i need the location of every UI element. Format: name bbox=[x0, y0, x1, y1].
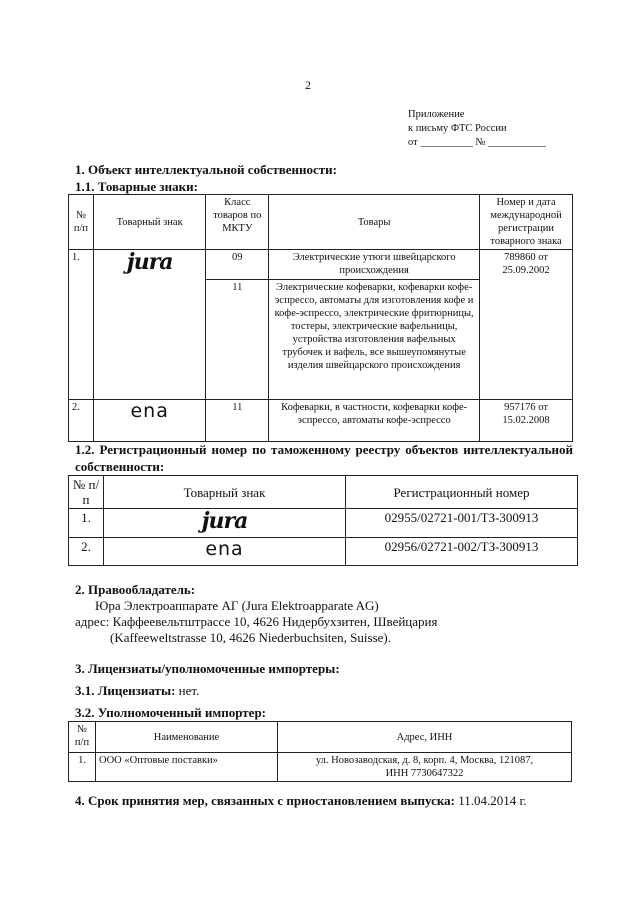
col-header: Наименование bbox=[96, 722, 278, 753]
row-number: 1. bbox=[69, 250, 94, 400]
table-header-row bbox=[69, 195, 573, 250]
col-header: Товарный знак bbox=[93, 195, 205, 250]
row-number: 2. bbox=[69, 538, 104, 566]
registration-cell: 789860 от 25.09.2002 bbox=[480, 250, 573, 400]
inn: ИНН 7730647322 bbox=[385, 768, 464, 779]
class-cell: 11 bbox=[206, 280, 269, 400]
licensees-label: 3.1. Лицензиаты: bbox=[75, 683, 176, 698]
table-row bbox=[69, 250, 573, 280]
col-header: № п/п bbox=[69, 195, 94, 250]
col-header: № п/п bbox=[69, 722, 96, 753]
col-header: Номер и дата международной регистрации товарного знака bbox=[480, 195, 573, 250]
col-header: № п/п bbox=[69, 476, 104, 509]
ena-logo: ena bbox=[205, 538, 244, 560]
deadline-value: 11.04.2014 г. bbox=[458, 793, 527, 808]
table-row bbox=[69, 753, 572, 782]
section3-title: 3. Лицензиаты/уполномоченные импортеры: bbox=[75, 661, 340, 676]
rightholder-address: адрес: Каффеевельтштрассе 10, 4626 Нидербухзитен, Швейцария bbox=[75, 614, 438, 629]
section32-title: 3.2. Уполномоченный импортер: bbox=[75, 705, 267, 720]
section2-title: 2. Правообладатель: bbox=[75, 582, 196, 597]
row-number: 1. bbox=[69, 509, 104, 538]
importer-name: ООО «Оптовые поставки» bbox=[96, 753, 278, 782]
goods-cell: Электрические кофеварки, кофеварки кофе-эспрессо, автоматы для изготовления кофе и кофе-эспрессо, электрические фритюрницы, тостеры, электрические вафельницы, устройства изготовления вафельных трубочек и вафель, все вышеупомянутые изделия швейцарского происхождения bbox=[269, 280, 480, 400]
header-line: к письму ФТС России bbox=[408, 123, 507, 134]
deadline-label: 4. Срок принятия мер, связанных с приостановлением выпуска: bbox=[75, 793, 455, 808]
trademark-logo-ena bbox=[104, 538, 346, 566]
table-row bbox=[69, 509, 578, 538]
jura-logo: jura bbox=[201, 508, 248, 534]
customs-register-table bbox=[68, 475, 578, 566]
ena-logo: ena bbox=[130, 400, 169, 422]
table-header-row bbox=[69, 722, 572, 753]
class-cell: 11 bbox=[206, 400, 269, 442]
registration-cell: 957176 от 15.02.2008 bbox=[480, 400, 573, 442]
jura-logo: jura bbox=[126, 249, 173, 275]
col-header: Товары bbox=[269, 195, 480, 250]
col-header: Класс товаров по МКТУ bbox=[206, 195, 269, 250]
section4 bbox=[75, 793, 527, 809]
table-header-row bbox=[69, 476, 578, 509]
row-number: 2. bbox=[69, 400, 94, 442]
trademarks-table bbox=[68, 194, 573, 442]
section11-title: 1.1. Товарные знаки: bbox=[75, 179, 198, 194]
rightholder-address-latin: (Kaffeeweltstrasse 10, 4626 Niederbuchsiten, Suisse). bbox=[110, 630, 391, 645]
appendix-header bbox=[408, 108, 546, 150]
rightholder-name: Юра Электроаппарате АГ (Jura Elektroapparate AG) bbox=[95, 598, 379, 613]
col-header: Адрес, ИНН bbox=[278, 722, 572, 753]
address-line: ул. Новозаводская, д. 8, корп. 4, Москва, 121087, bbox=[315, 755, 534, 766]
row-number: 1. bbox=[69, 753, 96, 782]
col-header: Товарный знак bbox=[104, 476, 346, 509]
licensees-value: нет. bbox=[178, 683, 200, 698]
page-number: 2 bbox=[305, 78, 311, 92]
section31 bbox=[75, 683, 199, 699]
class-cell: 09 bbox=[206, 250, 269, 280]
registration-number: 02955/02721-001/ТЗ-300913 bbox=[346, 509, 578, 538]
registration-number: 02956/02721-002/ТЗ-300913 bbox=[346, 538, 578, 566]
header-line: Приложение bbox=[408, 109, 465, 120]
header-line: от __________ № ___________ bbox=[408, 137, 546, 148]
section1-title: 1. Объект интеллектуальной собственности: bbox=[75, 162, 337, 177]
trademark-logo-jura bbox=[93, 250, 205, 400]
table-row bbox=[69, 400, 573, 442]
section12-title: 1.2. Регистрационный номер по таможенному реестру объектов интеллектуальной собственности: bbox=[75, 442, 573, 474]
table-row bbox=[69, 538, 578, 566]
importer-table bbox=[68, 721, 572, 782]
importer-address bbox=[278, 753, 572, 782]
col-header: Регистрационный номер bbox=[346, 476, 578, 509]
trademark-logo-ena bbox=[93, 400, 205, 442]
goods-cell: Кофеварки, в частности, кофеварки кофе-эспрессо, автоматы кофе-эспрессо bbox=[269, 400, 480, 442]
goods-cell: Электрические утюги швейцарского происхождения bbox=[269, 250, 480, 280]
trademark-logo-jura bbox=[104, 509, 346, 538]
